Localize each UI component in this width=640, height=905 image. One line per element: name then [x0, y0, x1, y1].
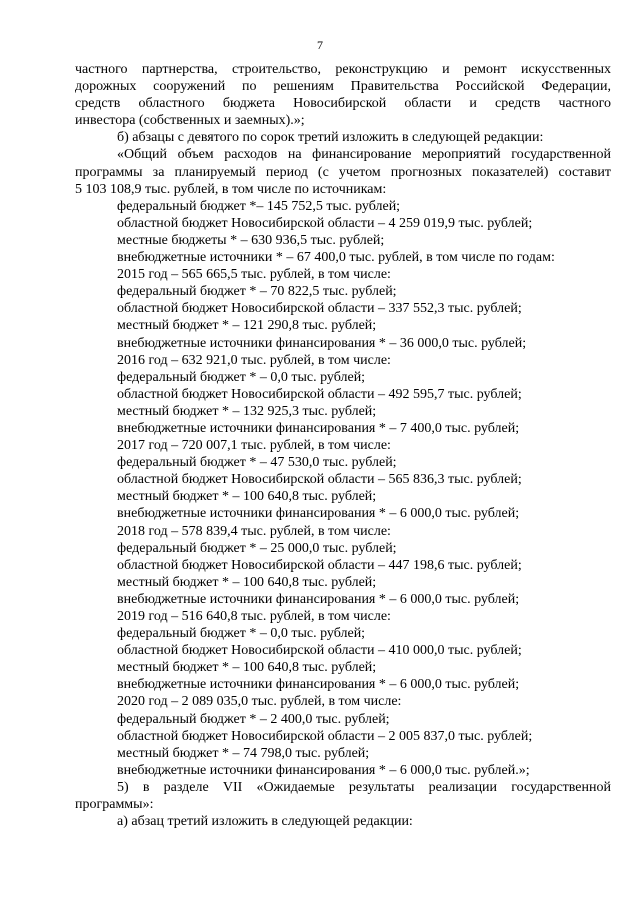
funding-line: областной бюджет Новосибирской области – 410 000,0 тыс. рублей; — [117, 643, 522, 659]
text-line: инвестора (собственных и заемных).»; — [75, 113, 305, 129]
funding-line: областной бюджет Новосибирской области – 337 552,3 тыс. рублей; — [117, 301, 522, 317]
funding-line: внебюджетные источники * – 67 400,0 тыс. рублей, в том числе по годам: — [117, 250, 555, 266]
funding-line: внебюджетные источники финансирования * – 6 000,0 тыс. рублей.»; — [117, 762, 530, 778]
text-line: 5 103 108,9 тыс. рублей, в том числе по источникам: — [75, 181, 387, 197]
year-line: 2020 год – 2 089 035,0 тыс. рублей, в том числе: — [117, 694, 402, 710]
text-line: дорожных сооружений по решениям Правительства Российской Федерации, — [75, 79, 611, 95]
paragraph-partnership — [75, 61, 611, 129]
funding-line: местный бюджет * – 74 798,0 тыс. рублей; — [117, 745, 370, 761]
funding-line: местный бюджет * – 100 640,8 тыс. рублей; — [117, 489, 377, 505]
paragraph-total-expenses — [75, 146, 611, 197]
funding-line: федеральный бюджет * – 0,0 тыс. рублей; — [117, 369, 366, 385]
year-line: 2015 год – 565 665,5 тыс. рублей, в том числе: — [117, 267, 391, 283]
year-line: 2019 год – 516 640,8 тыс. рублей, в том числе: — [117, 609, 391, 624]
funding-line: местный бюджет * – 132 925,3 тыс. рублей; — [117, 403, 377, 419]
funding-line: федеральный бюджет * – 47 530,0 тыс. рублей; — [117, 455, 397, 471]
page-number: 7 — [317, 38, 323, 52]
paragraph-b: б) абзацы с девятого по сорок третий изложить в следующей редакции: — [117, 130, 544, 146]
funding-line: внебюджетные источники финансирования * – 6 000,0 тыс. рублей; — [117, 506, 520, 522]
funding-line: местный бюджет * – 100 640,8 тыс. рублей; — [117, 574, 377, 590]
text-line: программы»: — [75, 797, 154, 813]
text-line: частного партнерства, строительство, реконструкцию и ремонт искусственных — [75, 62, 611, 77]
funding-line: внебюджетные источники финансирования * – 6 000,0 тыс. рублей; — [117, 677, 520, 693]
funding-line: местный бюджет * – 100 640,8 тыс. рублей; — [117, 660, 377, 676]
year-line: 2018 год – 578 839,4 тыс. рублей, в том числе: — [117, 523, 391, 539]
funding-line: областной бюджет Новосибирской области – 447 198,6 тыс. рублей; — [117, 557, 522, 573]
text-line: программы за планируемый период (с учетом прогнозных показателей) составит — [75, 164, 611, 180]
funding-line: федеральный бюджет * – 2 400,0 тыс. рублей; — [117, 711, 390, 727]
text-line: «Общий объем расходов на финансирование мероприятий государственной — [117, 147, 611, 163]
funding-line: федеральный бюджет * – 0,0 тыс. рублей; — [117, 626, 366, 642]
funding-line: внебюджетные источники финансирования * – 36 000,0 тыс. рублей; — [117, 335, 527, 351]
funding-line: федеральный бюджет * – 70 822,5 тыс. рублей; — [117, 284, 397, 300]
funding-line: внебюджетные источники финансирования * – 6 000,0 тыс. рублей; — [117, 591, 520, 607]
paragraph-a: а) абзац третий изложить в следующей редакции: — [117, 814, 413, 830]
funding-line: областной бюджет Новосибирской области – 2 005 837,0 тыс. рублей; — [117, 728, 533, 744]
text-line: 5) в разделе VII «Ожидаемые результаты реализации государственной — [117, 779, 611, 795]
year-line: 2016 год – 632 921,0 тыс. рублей, в том числе: — [117, 352, 391, 368]
funding-line: областной бюджет Новосибирской области – 4 259 019,9 тыс. рублей; — [117, 215, 533, 231]
funding-line: внебюджетные источники финансирования * – 7 400,0 тыс. рублей; — [117, 420, 520, 436]
funding-line: областной бюджет Новосибирской области – 492 595,7 тыс. рублей; — [117, 386, 522, 402]
funding-line: областной бюджет Новосибирской области – 565 836,3 тыс. рублей; — [117, 472, 522, 488]
funding-line: федеральный бюджет * – 25 000,0 тыс. рублей; — [117, 540, 397, 556]
funding-list — [75, 198, 611, 779]
paragraph-section-vii — [75, 779, 611, 813]
funding-line: местный бюджет * – 121 290,8 тыс. рублей; — [117, 318, 377, 334]
document-body — [75, 61, 611, 830]
text-line: средств областного бюджета Новосибирской области и средств частного — [75, 96, 611, 112]
funding-line: местные бюджеты * – 630 936,5 тыс. рублей; — [117, 232, 385, 248]
year-line: 2017 год – 720 007,1 тыс. рублей, в том числе: — [117, 438, 391, 454]
funding-line: федеральный бюджет *– 145 752,5 тыс. рублей; — [117, 198, 401, 214]
